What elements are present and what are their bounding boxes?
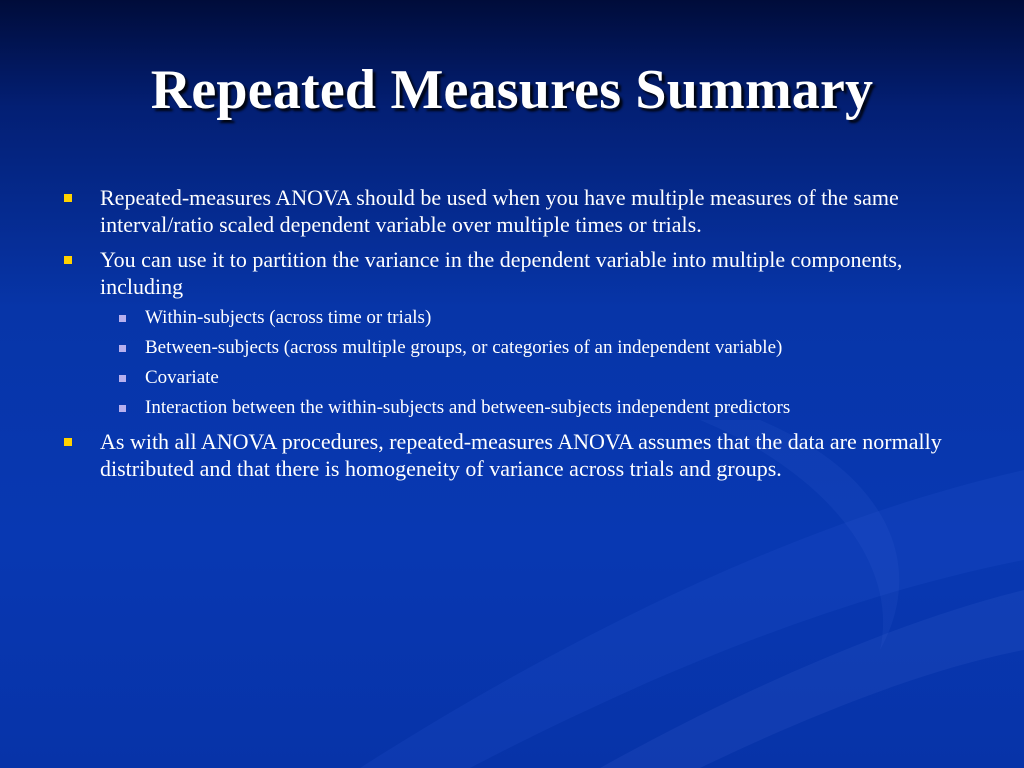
subbullet-text: Within-subjects (across time or trials)	[145, 307, 432, 328]
bullet-item	[60, 428, 960, 482]
subbullet-item	[100, 366, 960, 390]
lavender-square-icon	[119, 315, 126, 322]
bullet-item	[60, 246, 960, 420]
subbullet-text: Covariate	[145, 367, 219, 388]
bullet-text: As with all ANOVA procedures, repeated-measures ANOVA assumes that the data are normally distributed and that there is homogeneity of variance across trials and groups.	[100, 429, 942, 481]
bullet-text: Repeated-measures ANOVA should be used when you have multiple measures of the same interval/ratio scaled dependent variable over multiple times or trials.	[100, 185, 899, 237]
lavender-square-icon	[119, 375, 126, 382]
subbullet-list	[100, 306, 960, 420]
subbullet-item	[100, 306, 960, 330]
yellow-square-icon	[64, 194, 72, 202]
slide-content	[60, 184, 960, 490]
bullet-item	[60, 184, 960, 238]
subbullet-text: Interaction between the within-subjects and between-subjects independent predictors	[145, 397, 791, 418]
lavender-square-icon	[119, 345, 126, 352]
bullet-text: You can use it to partition the variance in the dependent variable into multiple components, including	[100, 247, 903, 299]
yellow-square-icon	[64, 438, 72, 446]
lavender-square-icon	[119, 405, 126, 412]
subbullet-text: Between-subjects (across multiple groups, or categories of an independent variable)	[145, 337, 783, 358]
bullet-list	[60, 184, 960, 482]
subbullet-item	[100, 336, 960, 360]
slide-title: Repeated Measures Summary	[150, 59, 874, 121]
subbullet-item	[100, 396, 960, 420]
yellow-square-icon	[64, 256, 72, 264]
